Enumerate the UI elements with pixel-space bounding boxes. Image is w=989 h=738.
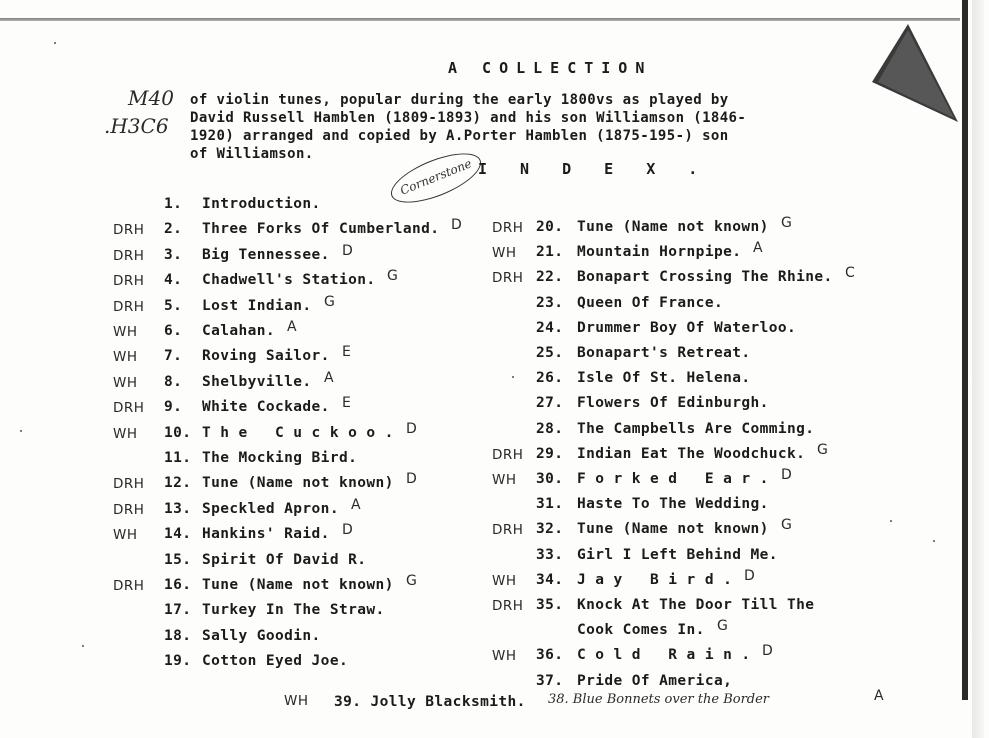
- index-entry-key: D: [744, 567, 755, 584]
- index-entry-number: 6.: [164, 323, 183, 339]
- footer-typed-entry: 39. Jolly Blacksmith.: [334, 694, 526, 710]
- index-entry-number: 29.: [536, 445, 564, 462]
- call-number-line1: M40: [128, 86, 174, 110]
- index-entry-key: C: [845, 265, 855, 282]
- index-entry-number: 27.: [536, 395, 564, 412]
- footer-key: A: [874, 688, 884, 704]
- scan-speck: [933, 540, 935, 542]
- index-entry-number: 32.: [536, 521, 564, 538]
- index-entry-number: 26.: [536, 370, 564, 387]
- footer-mark: WH: [284, 693, 309, 709]
- index-entry-title: Spirit Of David R.: [202, 551, 367, 568]
- index-entry-number: 10.: [164, 424, 192, 441]
- index-heading: I N D E X .: [478, 160, 710, 178]
- index-entry-key: E: [342, 344, 351, 361]
- index-entry-title: Drummer Boy Of Waterloo.: [577, 319, 797, 336]
- index-entry-title: Cook Comes In.: [577, 622, 705, 639]
- index-entry-number: 34.: [536, 571, 564, 588]
- intro-line-3: 1920) arranged and copied by A.Porter Hamblen (1875-195-) son: [190, 128, 729, 144]
- index-entry-number: 8.: [164, 373, 183, 390]
- scan-margin: [972, 0, 984, 738]
- index-entry-mark: WH: [113, 324, 138, 340]
- index-entry-title: Flowers Of Edinburgh.: [577, 395, 769, 412]
- index-entry-number: 1.: [164, 196, 183, 212]
- index-entry-title: Chadwell's Station.: [202, 272, 376, 289]
- index-entry-mark: WH: [492, 472, 517, 488]
- index-entry-title: Bonapart Crossing The Rhine.: [577, 269, 833, 286]
- index-entry-title: Tune (Name not known): [577, 219, 769, 235]
- index-entry-title: Sally Goodin.: [202, 627, 321, 644]
- index-entry-number: 37.: [536, 672, 564, 689]
- index-entry-number: 2.: [164, 221, 183, 238]
- index-entry-number: 24.: [536, 319, 564, 336]
- index-entry-key: G: [781, 215, 792, 231]
- call-number-line2: .H3C6: [104, 114, 169, 138]
- index-entry-key: E: [342, 395, 351, 412]
- index-entry-key: D: [406, 420, 417, 437]
- index-entry-mark: DRH: [492, 270, 524, 287]
- index-entry-key: D: [406, 471, 417, 488]
- index-entry-mark: WH: [492, 572, 517, 589]
- index-entry-number: 18.: [164, 627, 192, 644]
- index-entry-key: D: [342, 242, 353, 259]
- index-entry-title: Cotton Eyed Joe.: [202, 653, 349, 670]
- index-entry-number: 25.: [536, 345, 564, 361]
- index-entry-key: D: [342, 522, 353, 539]
- index-entry-mark: DRH: [113, 298, 145, 315]
- index-entry-mark: WH: [113, 527, 138, 544]
- index-entry-mark: DRH: [113, 222, 145, 239]
- index-entry-title: J a y B i r d .: [577, 571, 733, 588]
- index-entry-mark: DRH: [113, 400, 145, 417]
- scan-speck: [890, 520, 892, 522]
- index-entry-number: 11.: [164, 450, 192, 466]
- index-entry-title: Queen Of France.: [577, 294, 724, 311]
- index-entry-number: 13.: [164, 500, 192, 517]
- index-entry-key: G: [406, 573, 417, 589]
- index-entry-title: Tune (Name not known): [202, 577, 394, 593]
- index-entry-title: Hankins' Raid.: [202, 526, 330, 543]
- index-entry-number: 16.: [164, 577, 192, 593]
- index-entry-mark: WH: [113, 425, 138, 442]
- index-entry-mark: DRH: [492, 446, 524, 463]
- index-entry-mark: DRH: [492, 598, 524, 614]
- index-entry-number: 15.: [164, 551, 192, 568]
- index-entry-title: T h e C u c k o o .: [202, 424, 394, 441]
- index-entry-title: Bonapart's Retreat.: [577, 345, 751, 361]
- index-entry-title: F o r k e d E a r .: [577, 471, 769, 487]
- index-entry-key: D: [762, 643, 773, 660]
- scan-speck: [512, 376, 514, 378]
- index-entry-number: 14.: [164, 526, 192, 543]
- index-entry-mark: WH: [492, 245, 517, 262]
- index-entry-mark: DRH: [113, 247, 145, 264]
- index-entry-number: 19.: [164, 653, 192, 670]
- index-entry-title: Tune (Name not known): [577, 521, 769, 538]
- index-entry-title: Indian Eat The Woodchuck.: [577, 445, 806, 462]
- index-entry-title: Turkey In The Straw.: [202, 602, 385, 619]
- index-entry-number: 12.: [164, 475, 192, 492]
- index-entry-key: G: [717, 618, 728, 635]
- index-entry-title: Big Tennessee.: [202, 246, 330, 263]
- index-entry-number: 20.: [536, 219, 564, 235]
- index-entry-number: 35.: [536, 597, 564, 613]
- index-entry-key: G: [781, 517, 792, 534]
- page-top-edge: [0, 18, 960, 21]
- index-entry-title: White Cockade.: [202, 399, 330, 416]
- index-entry-number: 33.: [536, 546, 564, 563]
- index-entry-title: Speckled Apron.: [202, 500, 339, 517]
- index-entry-number: 21.: [536, 244, 564, 261]
- document-title: A COLLECTION: [448, 59, 653, 77]
- index-entry-title: Shelbyville.: [202, 373, 312, 390]
- index-entry-number: 17.: [164, 602, 192, 619]
- index-entry-mark: DRH: [113, 501, 145, 518]
- index-entry-key: A: [753, 240, 763, 257]
- index-entry-number: 28.: [536, 420, 564, 437]
- intro-line-4: of Williamson.: [190, 146, 314, 162]
- index-entry-key: A: [351, 496, 361, 513]
- page-right-edge: [962, 0, 968, 700]
- index-entry-key: G: [387, 268, 398, 285]
- index-entry-mark: DRH: [492, 522, 524, 539]
- index-entry-title: Knock At The Door Till The: [577, 597, 815, 613]
- index-entry-number: 7.: [164, 348, 183, 365]
- index-entry-number: 23.: [536, 294, 564, 311]
- index-entry-key: D: [451, 217, 462, 234]
- index-entry-number: 9.: [164, 399, 183, 416]
- stamp-text: Cornerstone: [398, 156, 474, 198]
- folded-corner-icon: [866, 22, 962, 122]
- index-entry-key: A: [287, 319, 297, 335]
- index-entry-title: The Campbells Are Comming.: [577, 420, 815, 437]
- index-entry-title: Mountain Hornpipe.: [577, 244, 742, 261]
- index-entry-number: 4.: [164, 272, 183, 289]
- index-entry-key: A: [324, 369, 334, 386]
- index-entry-key: G: [324, 293, 335, 310]
- index-entry-mark: DRH: [113, 578, 145, 594]
- index-entry-number: 3.: [164, 246, 183, 263]
- footer-handwritten-entry: 38. Blue Bonnets over the Border: [548, 692, 770, 707]
- index-entry-title: Pride Of America,: [577, 672, 733, 689]
- index-entry-key: G: [817, 441, 828, 458]
- index-entry-number: 30.: [536, 471, 564, 487]
- scan-speck: [54, 42, 56, 44]
- scan-speck: [82, 645, 84, 647]
- index-entry-number: 22.: [536, 269, 564, 286]
- intro-line-2: David Russell Hamblen (1809-1893) and his son Williamson (1846-: [190, 110, 747, 126]
- index-entry-number: 5.: [164, 297, 183, 314]
- index-entry-mark: WH: [113, 349, 138, 366]
- index-entry-title: The Mocking Bird.: [202, 450, 358, 466]
- index-entry-title: Calahan.: [202, 323, 276, 339]
- index-entry-title: Tune (Name not known): [202, 475, 394, 492]
- index-entry-title: Three Forks Of Cumberland.: [202, 221, 440, 238]
- index-entry-number: 36.: [536, 647, 564, 664]
- index-entry-title: Introduction.: [202, 196, 321, 212]
- index-entry-mark: WH: [492, 648, 517, 665]
- index-entry-title: Isle Of St. Helena.: [577, 370, 751, 387]
- intro-line-1: of violin tunes, popular during the early 1800vs as played by: [190, 92, 729, 108]
- scan-speck: [20, 430, 22, 432]
- index-entry-key: D: [781, 467, 792, 483]
- index-entry-title: Lost Indian.: [202, 297, 312, 314]
- index-entry-title: C o l d R a i n .: [577, 647, 751, 664]
- index-entry-mark: WH: [113, 374, 138, 391]
- index-entry-mark: DRH: [492, 220, 524, 236]
- index-entry-title: Girl I Left Behind Me.: [577, 546, 778, 563]
- index-entry-title: Haste To The Wedding.: [577, 496, 769, 513]
- index-entry-number: 31.: [536, 496, 564, 513]
- index-entry-mark: DRH: [113, 273, 145, 290]
- index-entry-mark: DRH: [113, 476, 145, 493]
- index-entry-title: Roving Sailor.: [202, 348, 330, 365]
